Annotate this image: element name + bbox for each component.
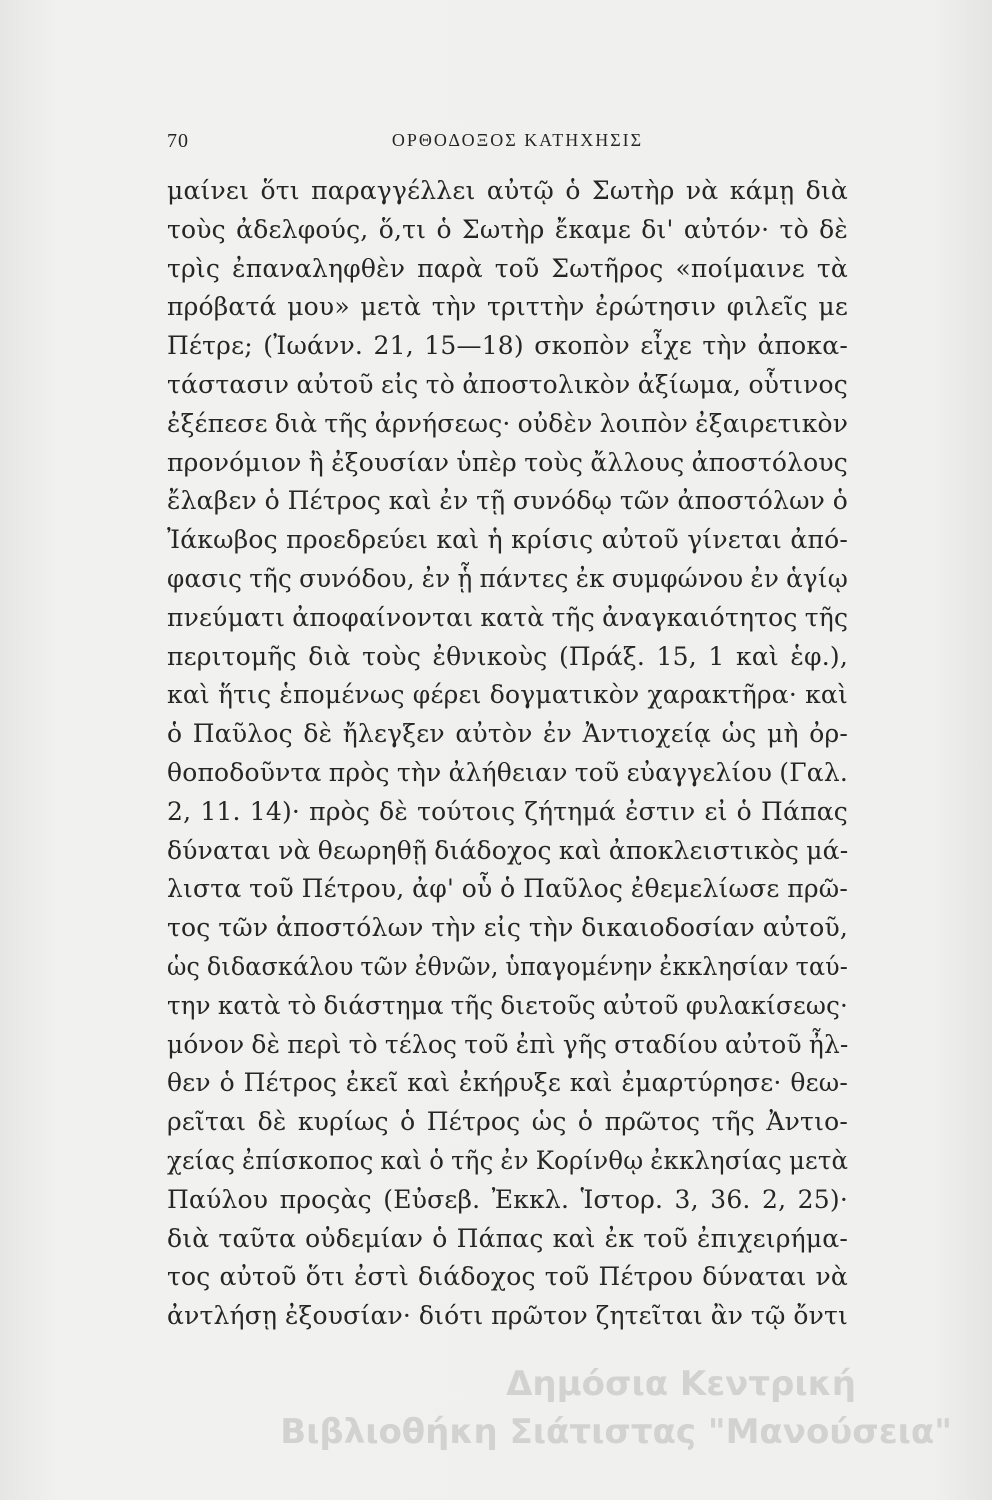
- text-line: ἔλαβεν ὁ Πέτρος καὶ ἐν τῇ συνόδῳ τῶν ἀποστόλων ὁ: [167, 486, 848, 516]
- text-line: καὶ ἥτις ἑπομένως φέρει δογματικὸν χαρακτῆρα· καὶ: [167, 680, 848, 710]
- text-line: μαίνει ὅτι παραγγέλλει αὐτῷ ὁ Σωτὴρ νὰ κάμῃ διὰ: [167, 176, 848, 205]
- text-line: Ἰάκωβος προεδρεύει καὶ ἡ κρίσις αὐτοῦ γίνεται ἀπό-: [167, 525, 848, 555]
- text-line: ἀντλήσῃ ἐξουσίαν· διότι πρῶτον ζητεῖται ἂν τῷ ὄντι: [167, 1301, 848, 1331]
- watermark-line: Δημόσια Κεντρική: [506, 1364, 856, 1404]
- text-line: τος αὐτοῦ ὅτι ἐστὶ διάδοχος τοῦ Πέτρου δύναται νὰ: [167, 1262, 848, 1292]
- text-line: την κατὰ τὸ διάστημα τῆς διετοῦς αὐτοῦ φυλακίσεως·: [167, 990, 849, 1020]
- text-line: ὡς διδασκάλου τῶν ἐθνῶν, ὑπαγομένην ἐκκλησίαν ταύ-: [167, 951, 849, 981]
- text-line: χείας ἐπίσκοπος καὶ ὁ τῆς ἐν Κορίνθῳ ἐκκλησίας μετὰ: [167, 1145, 849, 1175]
- body-text: [167, 172, 848, 1336]
- text-line: Πέτρε; (Ἰωάνν. 21, 15—18) σκοπὸν εἶχε τὴν ἀποκα-: [167, 331, 848, 361]
- text-line: διὰ ταῦτα οὐδεμίαν ὁ Πάπας καὶ ἐκ τοῦ ἐπιχειρήμα-: [167, 1223, 848, 1253]
- text-line: Παύλου προςὰς (Εὐσεβ. Ἐκκλ. Ἱστορ. 3, 36. 2, 25)·: [167, 1184, 848, 1214]
- text-line: ρεῖται δὲ κυρίως ὁ Πέτρος ὡς ὁ πρῶτος τῆς Ἀντιο-: [167, 1107, 848, 1137]
- text-line: 2, 11. 14)· πρὸς δὲ τούτοις ζήτημά ἐστιν εἰ ὁ Πάπας: [167, 796, 848, 826]
- page-header: [167, 124, 848, 158]
- text-line: προνόμιον ἢ ἐξουσίαν ὑπὲρ τοὺς ἄλλους ἀποστόλους: [167, 447, 848, 477]
- watermark-line: Βιβλιοθήκη Σιάτιστας "Μανούσεια": [280, 1412, 952, 1452]
- running-title: ΟΡΘΟΔΟΞΟΣ ΚΑΤΗΧΗΣΙΣ: [391, 130, 644, 150]
- text-line: ἐξέπεσε διὰ τῆς ἀρνήσεως· οὐδὲν λοιπὸν ἐξαιρετικὸν: [167, 408, 849, 438]
- text-line: θεν ὁ Πέτρος ἐκεῖ καὶ ἐκήρυξε καὶ ἐμαρτύρησε· θεω-: [167, 1068, 848, 1098]
- text-line: περιτομῆς διὰ τοὺς ἐθνικοὺς (Πράξ. 15, 1 καὶ ἑφ.),: [167, 641, 848, 671]
- text-line: λιστα τοῦ Πέτρου, ἀφ' οὗ ὁ Παῦλος ἐθεμελίωσε πρῶ-: [167, 874, 848, 904]
- text-line: δύναται νὰ θεωρηθῇ διάδοχος καὶ ἀποκλειστικὸς μά-: [167, 835, 849, 865]
- text-line: τάστασιν αὐτοῦ εἰς τὸ ἀποστολικὸν ἀξίωμα, οὗτινος: [167, 369, 848, 399]
- text-line: τος τῶν ἀποστόλων τὴν εἰς τὴν δικαιοδοσίαν αὐτοῦ,: [167, 913, 848, 943]
- text-line: θοποδοῦντα πρὸς τὴν ἀλήθειαν τοῦ εὐαγγελίου (Γαλ.: [167, 757, 848, 787]
- text-line: πρόβατά μου» μετὰ τὴν τριττὴν ἐρώτησιν φιλεῖς με: [167, 292, 848, 322]
- text-line: φασις τῆς συνόδου, ἐν ᾗ πάντες ἐκ συμφώνου ἐν ἁγίῳ: [167, 563, 848, 593]
- library-watermark: [192, 1360, 952, 1500]
- text-line: πνεύματι ἀποφαίνονται κατὰ τῆς ἀναγκαιότητος τῆς: [167, 602, 849, 632]
- page-number: 70: [167, 130, 189, 152]
- text-line: τρὶς ἐπαναληφθὲν παρὰ τοῦ Σωτῆρος «ποίμαινε τὰ: [167, 253, 848, 283]
- text-line: τοὺς ἀδελφούς, ὅ,τι ὁ Σωτὴρ ἔκαμε δι' αὐτόν· τὸ δὲ: [167, 214, 848, 244]
- text-line: ὁ Παῦλος δὲ ἤλεγξεν αὐτὸν ἐν Ἀντιοχείᾳ ὡς μὴ ὀρ-: [167, 719, 848, 749]
- text-line: μόνον δὲ περὶ τὸ τέλος τοῦ ἐπὶ γῆς σταδίου αὐτοῦ ἦλ-: [167, 1029, 849, 1059]
